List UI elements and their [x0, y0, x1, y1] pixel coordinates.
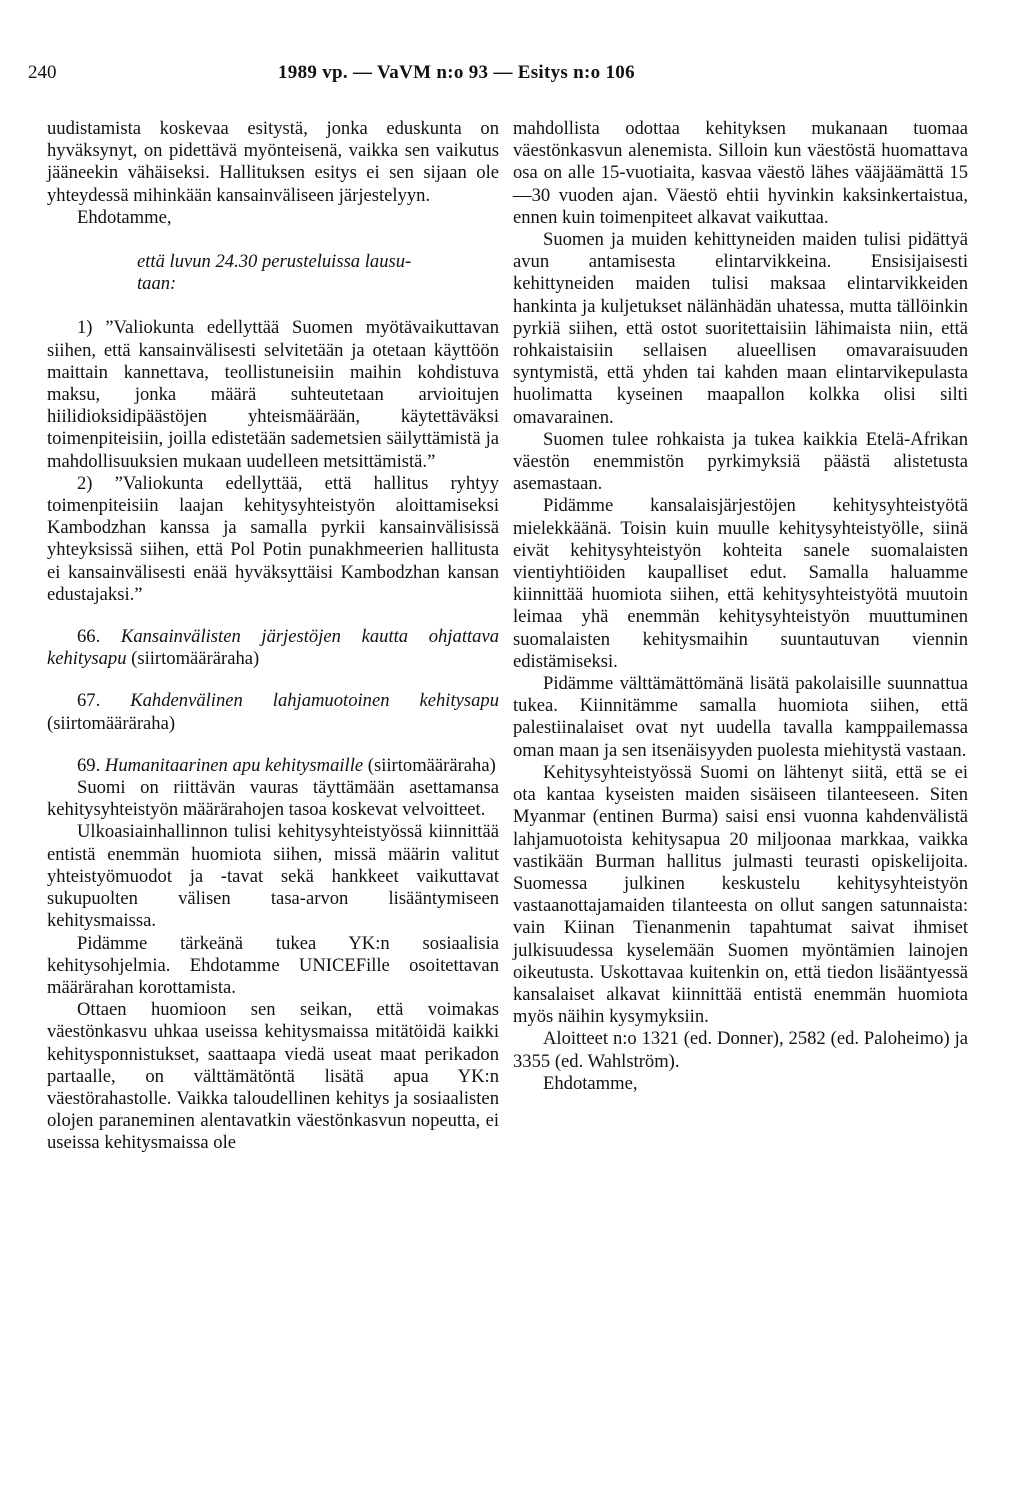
paragraph: Ulkoasiainhallinnon tulisi kehitysyhteistyössä kiinnittää entistä enemmän huomiota siihen, missä määrin valitut yhteistyömuodot ja -tavat sekä hankkeet vaikuttavat sukupuolten välisen tasa-arvon lisääntymiseen kehitysmaissa. [47, 821, 499, 932]
section-number: 66. [77, 626, 101, 648]
right-column [513, 118, 968, 1095]
left-column [47, 118, 499, 1155]
paragraph: Kehitysyhteistyössä Suomi on lähtenyt siitä, että se ei ota kantaa kyseisten maiden sisäiseen tilanteeseen. Siten Myanmar (entinen Burma) saisi ensi vuonna kahdenvälistä lahjamuotoista kehitysapua 20 miljoonaa markkaa, vaikka vastikään Burman hallitus julmasti teurasti opiskelijoita. Suomessa julkinen keskustelu kehitysyhteistyön vastaanottajamaiden tilanteesta on ollut sangen satunnaista: vain Kiinan Tienanmenin tapahtumat saivat ihmiset julkisuudessa kyselemään Suomen myöntämien lainojen oikeutusta. Uskottavaa kuitenkin on, että tiedon lisääntyessä kansalaiset alkavat kiinnittää entistä enemmän huomiota myös näihin kysymyksiin. [513, 761, 968, 1028]
section-title: Kahdenvälinen lahjamuotoinen kehitysapu [130, 690, 499, 712]
paragraph: Ehdotamme, [77, 206, 172, 228]
statement-line: että luvun 24.30 perusteluissa lausu- [137, 251, 412, 273]
section-note: (siirtomääräraha) [367, 754, 496, 776]
section-heading-69 [47, 755, 499, 777]
running-title: 1989 vp. — VaVM n:o 93 — Esitys n:o 106 [278, 62, 635, 83]
statement-intro [47, 251, 499, 295]
section-heading-67 [47, 690, 499, 734]
paragraph: Suomen tulee rohkaista ja tukea kaikkia Etelä-Afrikan väestön enemmistön pyrkimyksiä päästä alistetusta asemastaan. [513, 428, 968, 495]
list-item: 1) ”Valiokunta edellyttää Suomen myötävaikuttavan siihen, että kansainvälisesti selvitetään ja otetaan käyttöön maittain kannettava, teollistuneisiin maihin kohdistuva maksu, jonka määrä suhteutetaan arvioitujen hiilidioksidipäästöjen yhteismäärään, käytettäväksi toimenpiteisiin, joilla edistetään sademetsien säilyttämistä ja mahdollisuuksien mukaan uudelleen metsittämistä.” [47, 317, 499, 472]
paragraph: Pidämme välttämättömänä lisätä pakolaisille suunnattua tukea. Kiinnitämme samalla huomiota siihen, että palestiinalaiset ovat nyt uudella tavalla kamppailemassa oman maan ja sen itsenäisyyden puolesta miehitystä vastaan. [513, 673, 968, 761]
paragraph: Suomi on riittävän vauras täyttämään asettamansa kehitysyhteistyön määrärahojen tasoa koskevat velvoitteet. [47, 777, 499, 821]
paragraph: Ottaen huomioon sen seikan, että voimakas väestönkasvu uhkaa useissa kehitysmaissa mitätöidä kaikki kehitysponnistukset, saattaapa viedä useat maat perikadon partaalle, on välttämätöntä lisätä apua YK:n väestörahastolle. Vaikka taloudellinen kehitys ja sosiaalisten olojen paraneminen alentavatkin väestönkasvun nopeutta, ei useissa kehitysmaissa ole [47, 999, 499, 1154]
statement-line: taan: [137, 273, 177, 295]
section-note: (siirtomääräraha) [47, 712, 176, 734]
paragraph: Pidämme kansalaisjärjestöjen kehitysyhteistyötä mielekkäänä. Toisin kuin muulle kehitysyhteistyölle, siinä eivät kehitysyhteistyön kohteita sanele suomalaisten vientiyhtiöiden kaupalliset edut. Samalla haluamme kiinnittää huomiota siihen, että kehitysyhteistyötä muutoin leimaa yhä enemmän kehitysyhteistyön muuttuminen suomalaisten kehitysmaihin suuntautuvan viennin edistämiseksi. [513, 495, 968, 672]
paragraph: Aloitteet n:o 1321 (ed. Donner), 2582 (ed. Paloheimo) ja 3355 (ed. Wahlström). [513, 1028, 968, 1072]
section-number: 69. [77, 754, 101, 776]
page-number: 240 [28, 62, 57, 83]
section-title: Kansainvälisten järjestöjen kautta ohjattava kehitysapu [47, 626, 499, 670]
page-header [28, 62, 988, 92]
paragraph: Suomen ja muiden kehittyneiden maiden tulisi pidättyä avun antamisesta elintarvikkeina. Ensisijaisesti kehittyneiden maiden tulisi maksaa elintarvikkeiden hankinta ja kuljetukset nälänhädän uhatessa, mutta tällöinkin pyrkiä siihen, että ostot suoritettaisiin lähimaista niin, että rohkaistaisiin sellaisen alueellisen omavaraisuuden syntymistä, että yhden tai kahden maan elintarvikepulasta huolimatta kyseinen maapallon kolkka olisi silti omavarainen. [513, 229, 968, 428]
section-title: Humanitaarinen apu kehitysmaille [104, 754, 364, 776]
paragraph: uudistamista koskevaa esitystä, jonka eduskunta on hyväksynyt, on pidettävä myönteisenä, vaikka sen vaikutus jääneekin vähäiseksi. Hallituksen esitys ei sen sijaan ole yhteydessä mihinkään kansainväliseen järjestelyyn. [47, 118, 499, 206]
paragraph: Ehdotamme, [543, 1072, 638, 1094]
section-heading-66 [47, 626, 499, 670]
paragraph: mahdollista odottaa kehityksen mukanaan tuomaa väestönkasvun alenemista. Silloin kun väestöstä huomattava osa on alle 15-vuotiaita, kasvaa väestö lähes vääjäämättä 15—30 vuoden ajan. Väestö ehtii hyvinkin kaksinkertaistua, ennen kuin toimenpiteet alkavat vaikuttaa. [513, 118, 968, 228]
paragraph: Pidämme tärkeänä tukea YK:n sosiaalisia kehitysohjelmia. Ehdotamme UNICEFille osoitettavan määrärahan korottamista. [47, 932, 499, 998]
section-number: 67. [77, 690, 101, 712]
section-note: (siirtomääräraha) [131, 648, 260, 670]
list-item: 2) ”Valiokunta edellyttää, että hallitus ryhtyy toimenpiteisiin laajan kehitysyhteistyön aloittamiseksi Kambodzhan kanssa ja samalla pyrkii kansainvälisissä yhteyksissä siihen, että Pol Potin punakhmeerien hallitusta ei kansainvälisesti enää hyväksyttäisi Kambodzhan kansan edustajaksi.” [47, 472, 499, 605]
